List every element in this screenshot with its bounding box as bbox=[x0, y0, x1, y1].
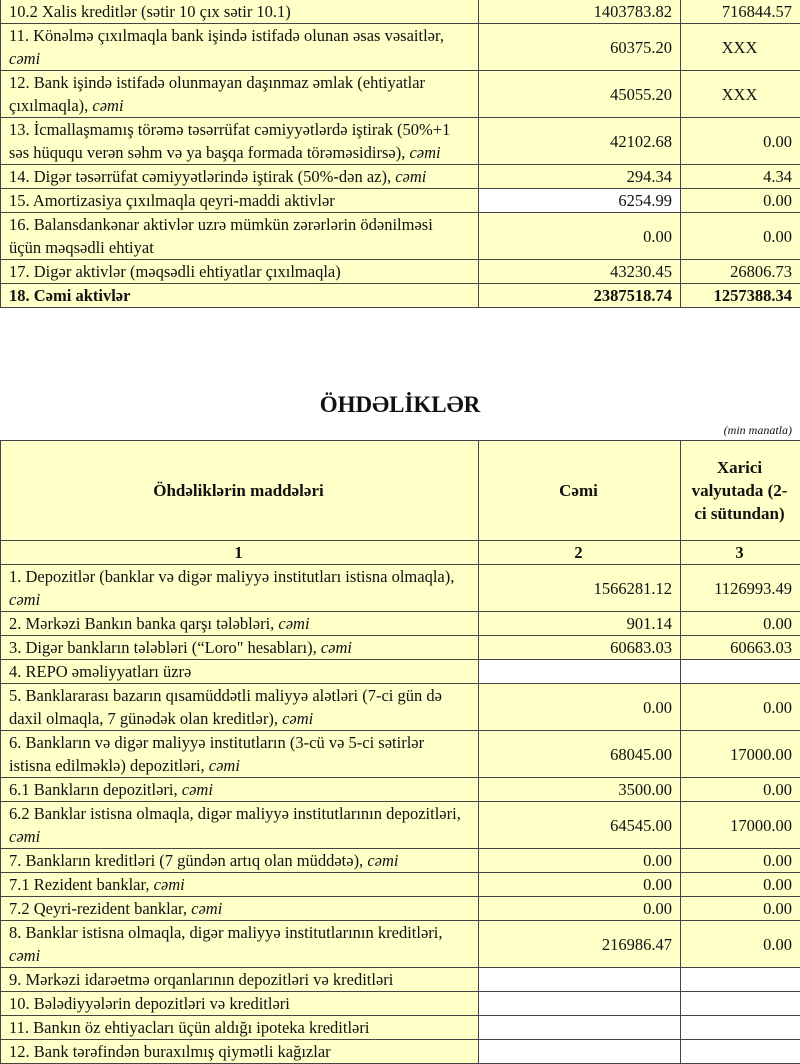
row-label-text: 7.2 Qeyri-rezident banklar, bbox=[9, 899, 187, 918]
row-label bbox=[1, 213, 479, 260]
total-value: 60375.20 bbox=[479, 24, 681, 71]
foreign-currency-value: XXX bbox=[681, 71, 800, 118]
table-row bbox=[1, 992, 800, 1016]
row-label-text: 16. Balansdankənar aktivlər uzrə mümkün zərərlərin ödənilməsi üçün məqsədli ehtiyat bbox=[9, 215, 433, 257]
table-row bbox=[1, 165, 800, 189]
row-label-suffix: cəmi bbox=[154, 875, 185, 894]
row-label-suffix: cəmi bbox=[9, 49, 40, 68]
foreign-currency-value: 17000.00 bbox=[681, 802, 800, 849]
column-number: 2 bbox=[479, 541, 681, 565]
row-label-suffix: cəmi bbox=[367, 851, 398, 870]
row-label-text: 10. Bələdiyyələrin depozitləri və kreditləri bbox=[9, 994, 290, 1013]
table-row bbox=[1, 849, 800, 873]
row-label bbox=[1, 1040, 479, 1064]
row-label-text: 6.1 Bankların depozitləri, bbox=[9, 780, 178, 799]
row-label bbox=[1, 189, 479, 213]
table-row bbox=[1, 24, 800, 71]
total-value: 64545.00 bbox=[479, 802, 681, 849]
table-row bbox=[1, 565, 800, 612]
header-row bbox=[1, 441, 800, 541]
foreign-currency-value: 0.00 bbox=[681, 873, 800, 897]
table-row bbox=[1, 873, 800, 897]
table-row bbox=[1, 660, 800, 684]
foreign-currency-value: 0.00 bbox=[681, 118, 800, 165]
total-value: 0.00 bbox=[479, 897, 681, 921]
total-value: 42102.68 bbox=[479, 118, 681, 165]
row-label-text: 7. Bankların kreditləri (7 gündən artıq olan müddətə), bbox=[9, 851, 363, 870]
row-label-text: 2. Mərkəzi Bankın banka qarşı tələbləri, bbox=[9, 614, 274, 633]
row-label bbox=[1, 731, 479, 778]
total-value bbox=[479, 1040, 681, 1064]
header-foreign-currency: Xarici valyutada (2-ci sütundan) bbox=[681, 441, 800, 541]
row-label-suffix: cəmi bbox=[92, 96, 123, 115]
row-label-text: 10.2 Xalis kreditlər (sətir 10 çıx sətir 10.1) bbox=[9, 2, 291, 21]
row-label-suffix: cəmi bbox=[282, 709, 313, 728]
row-label-suffix: cəmi bbox=[278, 614, 309, 633]
foreign-currency-value: XXX bbox=[681, 24, 800, 71]
total-value bbox=[479, 968, 681, 992]
row-label-text: 12. Bank işində istifadə olunmayan daşınmaz əmlak (ehtiyatlar çıxılmaqla), bbox=[9, 73, 425, 115]
foreign-currency-value: 0.00 bbox=[681, 778, 800, 802]
table-row bbox=[1, 612, 800, 636]
row-label-text: 11. Könəlmə çıxılmaqla bank işində istifadə olunan əsas vəsaitlər, bbox=[9, 26, 444, 45]
table-row bbox=[1, 802, 800, 849]
total-value: 3500.00 bbox=[479, 778, 681, 802]
row-label bbox=[1, 612, 479, 636]
table-row bbox=[1, 731, 800, 778]
table-row bbox=[1, 0, 800, 24]
row-label-suffix: cəmi bbox=[191, 899, 222, 918]
table-row bbox=[1, 213, 800, 260]
total-value: 0.00 bbox=[479, 684, 681, 731]
row-label-suffix: cəmi bbox=[182, 780, 213, 799]
row-label bbox=[1, 684, 479, 731]
row-label-text: 7.1 Rezident banklar, bbox=[9, 875, 149, 894]
column-number: 3 bbox=[681, 541, 800, 565]
table-row bbox=[1, 968, 800, 992]
header-total: Cəmi bbox=[479, 441, 681, 541]
foreign-currency-value bbox=[681, 992, 800, 1016]
row-label bbox=[1, 968, 479, 992]
total-value: 45055.20 bbox=[479, 71, 681, 118]
row-label-text: 3. Digər bankların tələbləri (“Loro" hesabları), bbox=[9, 638, 317, 657]
row-label bbox=[1, 118, 479, 165]
foreign-currency-value bbox=[681, 968, 800, 992]
table-row bbox=[1, 1016, 800, 1040]
foreign-currency-value: 0.00 bbox=[681, 921, 800, 968]
foreign-currency-value: 26806.73 bbox=[681, 260, 800, 284]
row-label-text: 5. Banklararası bazarın qısamüddətli maliyyə alətləri (7-ci gün də daxil olmaqla, 7 günədək olan kreditlər), bbox=[9, 686, 442, 728]
total-value: 60683.03 bbox=[479, 636, 681, 660]
foreign-currency-value: 1126993.49 bbox=[681, 565, 800, 612]
row-label bbox=[1, 849, 479, 873]
foreign-currency-value bbox=[681, 660, 800, 684]
row-label-suffix: cəmi bbox=[9, 590, 40, 609]
row-label bbox=[1, 778, 479, 802]
liabilities-table bbox=[0, 440, 800, 1064]
row-label bbox=[1, 992, 479, 1016]
foreign-currency-value: 0.00 bbox=[681, 684, 800, 731]
row-label bbox=[1, 165, 479, 189]
total-value: 1566281.12 bbox=[479, 565, 681, 612]
row-label bbox=[1, 921, 479, 968]
foreign-currency-value: 716844.57 bbox=[681, 0, 800, 24]
table-row bbox=[1, 118, 800, 165]
foreign-currency-value: 0.00 bbox=[681, 612, 800, 636]
row-label bbox=[1, 636, 479, 660]
row-label bbox=[1, 660, 479, 684]
table-row bbox=[1, 778, 800, 802]
table-row bbox=[1, 71, 800, 118]
foreign-currency-value: 0.00 bbox=[681, 213, 800, 260]
table-row bbox=[1, 1040, 800, 1064]
table-row bbox=[1, 921, 800, 968]
total-value: 0.00 bbox=[479, 213, 681, 260]
row-label bbox=[1, 260, 479, 284]
row-label-text: 11. Bankın öz ehtiyacları üçün aldığı ipoteka kreditləri bbox=[9, 1018, 369, 1037]
total-value: 43230.45 bbox=[479, 260, 681, 284]
row-label-text: 18. Cəmi aktivlər bbox=[9, 286, 130, 305]
row-label bbox=[1, 284, 479, 308]
row-label-text: 6.2 Banklar istisna olmaqla, digər maliyyə institutlarının depozitləri, bbox=[9, 804, 461, 823]
total-value bbox=[479, 660, 681, 684]
row-label-suffix: cəmi bbox=[321, 638, 352, 657]
total-value: 901.14 bbox=[479, 612, 681, 636]
row-label bbox=[1, 565, 479, 612]
row-label-suffix: cəmi bbox=[209, 756, 240, 775]
row-label-text: 15. Amortizasiya çıxılmaqla qeyri-maddi aktivlər bbox=[9, 191, 335, 210]
row-label-text: 13. İcmallaşmamış törəmə təsərrüfat cəmiyyətlərdə iştirak (50%+1 səs hüququ verən səhm və ya başqa formada törəməsidirsə), bbox=[9, 120, 450, 162]
row-label bbox=[1, 24, 479, 71]
foreign-currency-value: 17000.00 bbox=[681, 731, 800, 778]
table-row bbox=[1, 260, 800, 284]
total-value bbox=[479, 1016, 681, 1040]
table-row bbox=[1, 189, 800, 213]
table-row bbox=[1, 636, 800, 660]
row-label bbox=[1, 71, 479, 118]
row-label-text: 6. Bankların və digər maliyyə institutların (3-cü və 5-ci sətirlər istisna edilməklə) depozitləri, bbox=[9, 733, 424, 775]
row-label-text: 9. Mərkəzi idarəetmə orqanlarının depozitləri və kreditləri bbox=[9, 970, 393, 989]
row-label-suffix: cəmi bbox=[395, 167, 426, 186]
total-value: 68045.00 bbox=[479, 731, 681, 778]
row-label bbox=[1, 897, 479, 921]
row-label-suffix: cəmi bbox=[9, 946, 40, 965]
row-label-text: 17. Digər aktivlər (məqsədli ehtiyatlar çıxılmaqla) bbox=[9, 262, 341, 281]
row-label-text: 14. Digər təsərrüfat cəmiyyətlərində iştirak (50%-dən az), bbox=[9, 167, 391, 186]
table-row bbox=[1, 284, 800, 308]
total-value: 6254.99 bbox=[479, 189, 681, 213]
row-label-suffix: cəmi bbox=[9, 827, 40, 846]
total-value: 216986.47 bbox=[479, 921, 681, 968]
row-label-text: 4. REPO əməliyyatları üzrə bbox=[9, 662, 191, 681]
foreign-currency-value: 0.00 bbox=[681, 849, 800, 873]
row-label-text: 12. Bank tərəfindən buraxılmış qiymətli kağızlar bbox=[9, 1042, 331, 1061]
unit-note: (min manatla) bbox=[724, 423, 792, 438]
row-label-suffix: cəmi bbox=[409, 143, 440, 162]
foreign-currency-value: 4.34 bbox=[681, 165, 800, 189]
total-value: 294.34 bbox=[479, 165, 681, 189]
column-number-row bbox=[1, 541, 800, 565]
total-value: 2387518.74 bbox=[479, 284, 681, 308]
row-label-text: 1. Depozitlər (banklar və digər maliyyə institutları istisna olmaqla), bbox=[9, 567, 454, 586]
foreign-currency-value: 60663.03 bbox=[681, 636, 800, 660]
section-title: ÖHDƏLİKLƏR bbox=[0, 392, 800, 418]
header-items: Öhdəliklərin maddələri bbox=[1, 441, 479, 541]
total-value: 1403783.82 bbox=[479, 0, 681, 24]
total-value: 0.00 bbox=[479, 873, 681, 897]
row-label-text: 8. Banklar istisna olmaqla, digər maliyyə institutlarının kreditləri, bbox=[9, 923, 443, 942]
column-number: 1 bbox=[1, 541, 479, 565]
foreign-currency-value: 1257388.34 bbox=[681, 284, 800, 308]
foreign-currency-value bbox=[681, 1016, 800, 1040]
foreign-currency-value bbox=[681, 1040, 800, 1064]
foreign-currency-value: 0.00 bbox=[681, 897, 800, 921]
total-value: 0.00 bbox=[479, 849, 681, 873]
foreign-currency-value: 0.00 bbox=[681, 189, 800, 213]
row-label bbox=[1, 873, 479, 897]
row-label bbox=[1, 1016, 479, 1040]
table-row bbox=[1, 897, 800, 921]
row-label bbox=[1, 802, 479, 849]
table-row bbox=[1, 684, 800, 731]
row-label bbox=[1, 0, 479, 24]
assets-table bbox=[0, 0, 800, 308]
total-value bbox=[479, 992, 681, 1016]
